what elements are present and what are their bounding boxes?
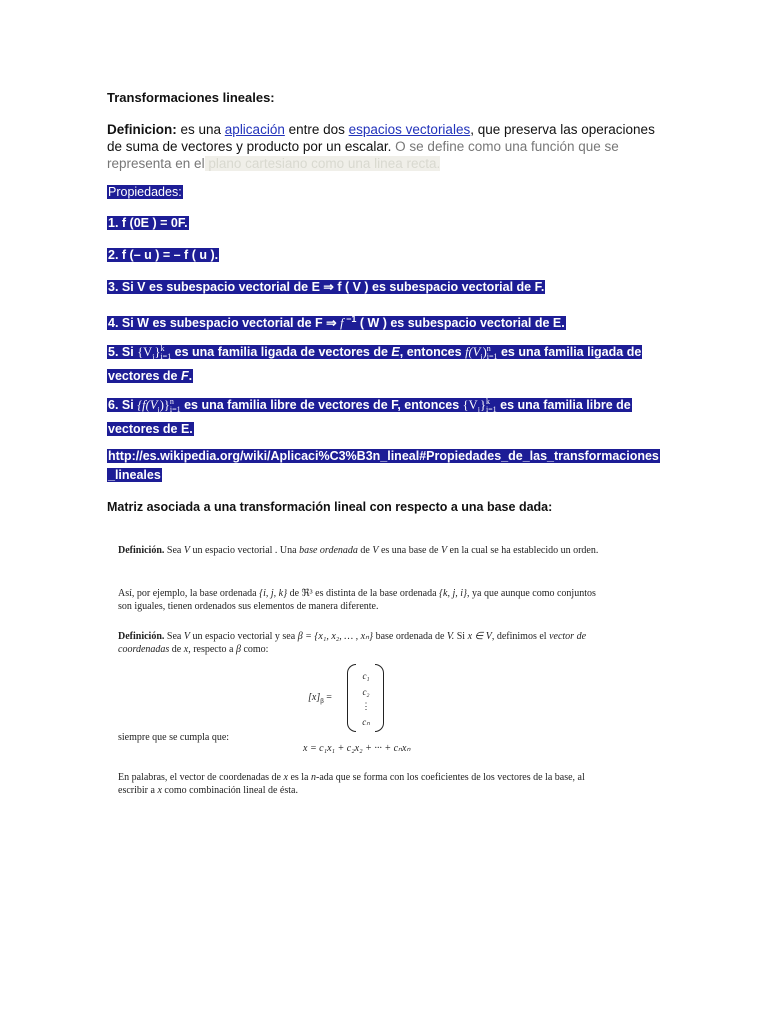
scan-condition: siempre que se cumpla que:: [118, 732, 230, 743]
properties-heading: Propiedades:: [108, 185, 182, 199]
wikipedia-link[interactable]: http://es.wikipedia.org/wiki/Aplicaci%C3%B3n_lineal#Propiedades_de_las_transformaciones_lineales: [108, 449, 659, 482]
scan-equation: x = c₁x₁ + c₂x₂ + ··· + cₙxₙ: [303, 743, 411, 754]
coordinate-matrix: c₁ c₂ ⋮ cₙ: [335, 664, 395, 732]
scan-definition-2: Definición. Sea V un espacio vectorial y sea β = {x₁, x₂, … , xₙ} base ordenada de V. Si x ∈ V, definimos el vector de coordenadas de x, respecto a β como:: [118, 631, 587, 655]
coordinate-vector-lhs: $[x]_\beta$ =: [308, 692, 332, 705]
property-2: 2. f (– u ) = – f ( u ).: [108, 248, 219, 262]
definition-text: es una: [176, 122, 225, 137]
link-aplicacion[interactable]: aplicación: [224, 122, 285, 137]
page-title: Transformaciones lineales:: [107, 90, 275, 105]
properties-heading-row: [107, 183, 660, 202]
definition-paragraph: Definicion: es una aplicación entre dos espacios vectoriales, que preserva las operaciones de suma de vectores y producto por un escalar. O se define como una función que se representa en el plano cartesiano como una linea recta.: [107, 122, 655, 171]
matrix-section-heading: Matriz asociada a una transformación lineal con respecto a una base dada:: [107, 500, 553, 514]
definition-label: Definicion:: [107, 122, 177, 137]
property-1: 1. f (0E ) = 0F.: [108, 216, 188, 230]
scan-definition-1: Definición. Sea V un espacio vectorial . Una base ordenada de V es una base de V en la cual se ha establecido un orden.: [118, 545, 599, 556]
property-5: 5. Si $\{V_i\}$ k i=1 es una familia ligada de vectores de E, entonces $f(V_i)$ n i=1 es una familia ligada de vectores de F.: [108, 344, 642, 383]
wikipedia-link-row: [107, 447, 660, 485]
matrix-right-paren: [375, 664, 384, 732]
link-espacios-vectoriales[interactable]: espacios vectoriales: [348, 122, 471, 137]
property-4: 4. Si W es subespacio vectorial de F ⇒ f $^{-1}$ ( W ) es subespacio vectorial de E.: [108, 314, 565, 331]
scan-final-paragraph: En palabras, el vector de coordenadas de x es la n-ada que se forma con los coeficientes de los vectores de la base, al escribir a x como combinación lineal de ésta.: [118, 772, 585, 796]
matrix-left-paren: [347, 664, 356, 732]
scan-example: Así, por ejemplo, la base ordenada {i, j, k} de ℜ³ es distinta de la base ordenada {k, j, i}, ya que aunque como conjuntos son iguales, tienen ordenados sus elementos de manera diferente.: [118, 588, 596, 612]
property-6: 6. Si $\{f(V_i)\}$ n i=1 es una familia libre de vectores de F, entonces $\{V_i\}$ k i=1 es una familia libre de vectores de E.: [108, 397, 631, 436]
property-3: 3. Si V es subespacio vectorial de E ⇒ f ( V ) es subespacio vectorial de F.: [108, 280, 545, 294]
definition-grey-text: O se define como una función que se representa en el: [107, 139, 619, 171]
definition-faded-text: plano cartesiano como una linea recta.: [204, 156, 441, 171]
